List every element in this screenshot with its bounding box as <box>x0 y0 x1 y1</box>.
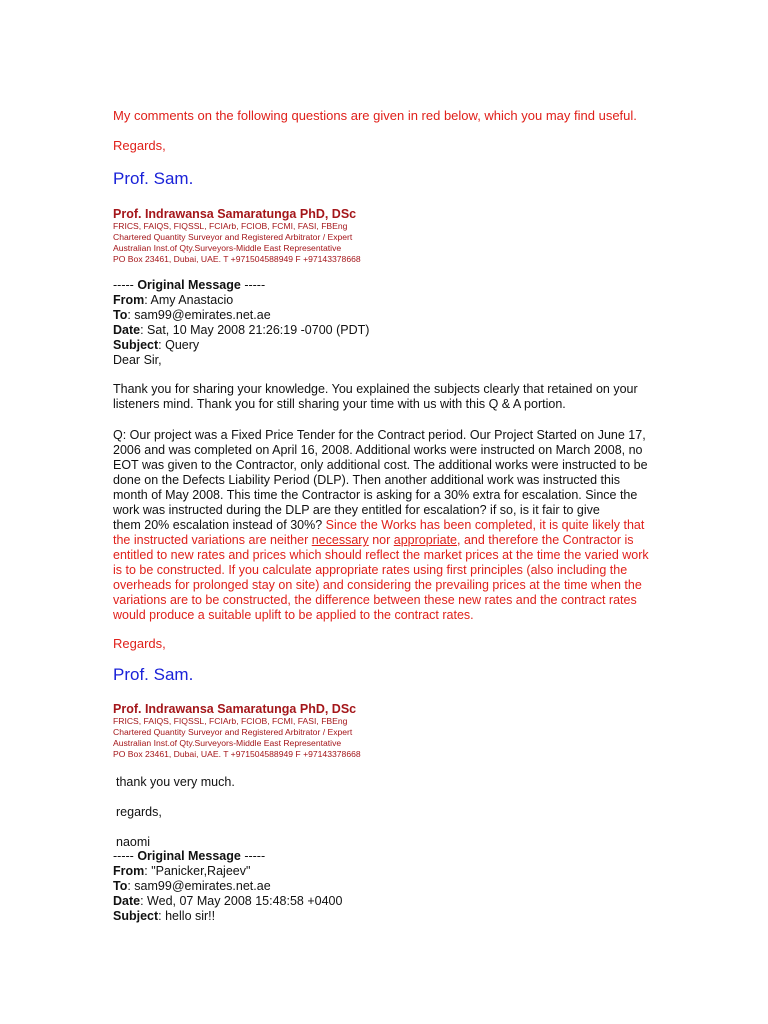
original-message-divider: ----- Original Message ----- <box>113 849 266 863</box>
greeting: Dear Sir, <box>113 353 162 367</box>
subject-line: Subject: Query <box>113 338 200 352</box>
from-line: From: Amy Anastacio <box>113 293 234 307</box>
question-answer-line: them 20% escalation instead of 30%? Since the Works has been completed, it is quite likely that <box>113 518 645 532</box>
to-email-link[interactable]: sam99@emirates.net.ae <box>134 308 271 322</box>
question-line: done on the Defects Liability Period (DLP). Then another additional work was instructed this <box>113 473 620 487</box>
signature-title: Chartered Quantity Surveyor and Registered Arbitrator / Expert <box>113 727 353 737</box>
answer-line: variations are to be constructed, the difference between these new rates and the contract rates <box>113 593 637 607</box>
to-email-link[interactable]: sam99@emirates.net.ae <box>134 879 271 893</box>
signature-short-name: Prof. Sam. <box>113 665 194 684</box>
answer-line: overheads for prolonged stay on site) and considering the prevailing prices at the time when the <box>113 578 642 592</box>
from-line: From: "Panicker,Rajeev" <box>113 864 251 878</box>
date-line: Date: Sat, 10 May 2008 21:26:19 -0700 (PDT) <box>113 323 370 337</box>
question-line: Q: Our project was a Fixed Price Tender for the Contract period. Our Project Started on June 17, <box>113 428 646 442</box>
signature-representative: Australian Inst.of Qty.Surveyors-Middle East Representative <box>113 738 342 748</box>
to-line: To: sam99@emirates.net.ae <box>113 308 271 322</box>
signature-representative: Australian Inst.of Qty.Surveyors-Middle East Representative <box>113 243 342 253</box>
signature-address: PO Box 23461, Dubai, UAE. T +971504588949 F +97143378668 <box>113 749 361 759</box>
thanks-line: Thank you for sharing your knowledge. You explained the subjects clearly that retained on your <box>113 382 638 396</box>
question-line: 2006 and was completed on April 16, 2008. Additional works were instructed on March 2008, no <box>113 443 643 457</box>
signature-credentials: FRICS, FAIQS, FIQSSL, FCIArb, FCIOB, FCMI, FASI, FBEng <box>113 221 348 231</box>
signature-title: Chartered Quantity Surveyor and Registered Arbitrator / Expert <box>113 232 353 242</box>
signature-full-name: Prof. Indrawansa Samaratunga PhD, DSc <box>113 207 357 221</box>
answer-regards: Regards, <box>113 636 166 651</box>
reply-regards: regards, <box>116 805 162 819</box>
signature-address: PO Box 23461, Dubai, UAE. T +971504588949 F +97143378668 <box>113 254 361 264</box>
intro-comment: My comments on the following questions are given in red below, which you may find useful. <box>113 108 637 123</box>
signature-credentials: FRICS, FAIQS, FIQSSL, FCIArb, FCIOB, FCMI, FASI, FBEng <box>113 716 348 726</box>
answer-line: entitled to new rates and prices which should reflect the market prices at the time the varied work <box>113 548 649 562</box>
reply-thanks: thank you very much. <box>116 775 235 789</box>
to-line: To: sam99@emirates.net.ae <box>113 879 271 893</box>
answer-line: would produce a suitable uplift to be applied to the contract rates. <box>113 608 474 622</box>
signature-short-name: Prof. Sam. <box>113 169 194 188</box>
reply-name: naomi <box>116 835 151 849</box>
from-value: Amy Anastacio <box>150 293 234 307</box>
answer-line: the instructed variations are neither necessary nor appropriate, and therefore the Contractor is <box>113 533 634 547</box>
signature-full-name: Prof. Indrawansa Samaratunga PhD, DSc <box>113 702 357 716</box>
date-line: Date: Wed, 07 May 2008 15:48:58 +0400 <box>113 894 343 908</box>
intro-regards: Regards, <box>113 138 166 153</box>
question-line: work was instructed during the DLP are they entitled for escalation? if so, is it fair to give <box>113 503 600 517</box>
from-value: "Panicker,Rajeev" <box>151 864 251 878</box>
subject-line: Subject: hello sir!! <box>113 909 216 923</box>
thanks-line: listeners mind. Thank you for still sharing your time with us with this Q & A portion. <box>113 397 566 411</box>
answer-line: is to be constructed. If you calculate appropriate rates using first principles (also including the <box>113 563 628 577</box>
question-line: month of May 2008. This time the Contractor is asking for a 30% extra for escalation. Since the <box>113 488 638 502</box>
question-line: EOT was given to the Contractor, only additional cost. The additional works were instructed to be <box>113 458 648 472</box>
original-message-divider: ----- Original Message ----- <box>113 278 266 292</box>
answer-start: Since the Works has been completed, it is quite likely that <box>325 518 645 532</box>
